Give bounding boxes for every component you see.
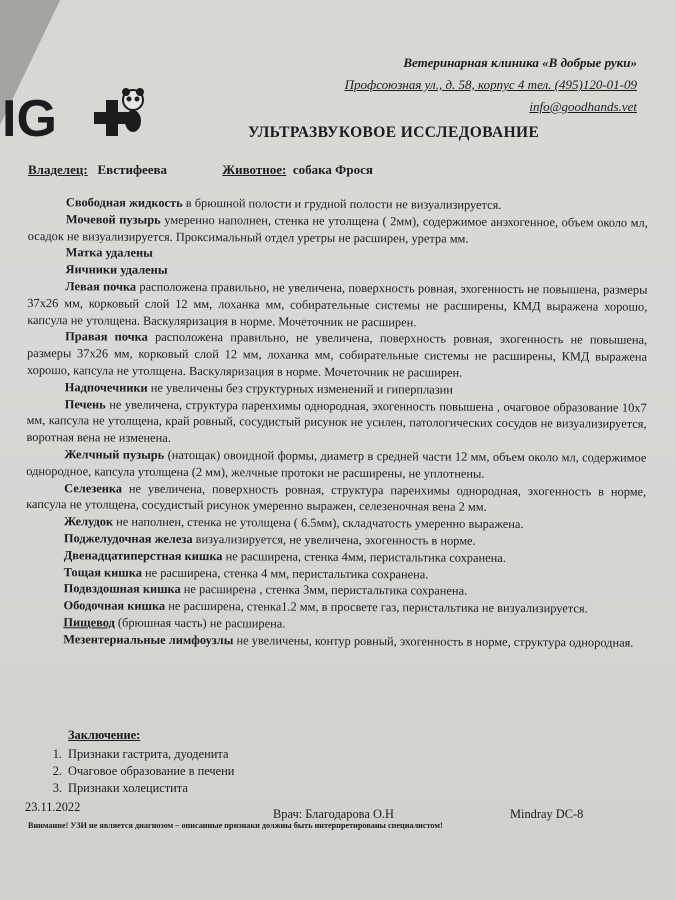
- clinic-name: Ветеринарная клиника «В добрые руки»: [403, 55, 637, 70]
- organ-text: умеренно наполнен, стенка не утолщена ( 2мм), содержимое анэхогенное, объем около мл, осадок не визуализируется. Проксимальный отдел уретры не расширен, уретра мм.: [27, 212, 648, 246]
- organ-text: не увеличены, контур ровный, эхогенность в норме, структура однородная.: [233, 632, 634, 650]
- organ-term: Правая почка: [65, 329, 148, 345]
- owner-label: Владелец:: [28, 162, 88, 177]
- report-body: [25, 194, 648, 651]
- clinic-address: Профсоюзная ул., д. 58, корпус 4 тел. (495)120-01-09: [344, 77, 637, 92]
- organ-text: визуализируется, не увеличена, эхогенность в норме.: [192, 531, 476, 548]
- organ-term: Яичники удалены: [65, 262, 168, 278]
- organ-text: не наполнен, стенка не утолщена ( 6.5мм), складчатость умеренно выражена.: [113, 514, 524, 532]
- list-item: 2. Очаговое образование в печени: [52, 764, 235, 778]
- organ-term: Поджелудочная железа: [63, 531, 193, 546]
- patient-info: [28, 162, 373, 178]
- organ-text: не расширена, стенка 4мм, перистальтика сохранена.: [222, 548, 506, 565]
- organ-term: Ободочная кишка: [63, 598, 166, 613]
- clinic-email: info@goodhands.vet: [529, 99, 637, 114]
- organ-text: в брюшной полости и грудной полости не визуализируется.: [182, 195, 502, 212]
- organ-text: не расширена, стенка 4 мм, перистальтика сохранена.: [141, 565, 429, 581]
- organ-text: не расширена, стенка1.2 мм, в просвете газ, перистальтика не визуализируется.: [165, 598, 588, 616]
- conclusion: [52, 727, 235, 797]
- animal-label: Животное:: [222, 162, 287, 177]
- disclaimer: Внимание! УЗИ не является диагнозом – описанные признаки должны быть интерпретированы специалистом!: [28, 821, 443, 830]
- report-paragraph: [27, 328, 647, 382]
- list-item: 1. Признаки гастрита, дуоденита: [52, 747, 229, 761]
- report-paragraph: [26, 480, 646, 517]
- owner-field: [28, 162, 167, 178]
- conclusion-heading: Заключение:: [68, 728, 141, 742]
- organ-term: Тощая кишка: [63, 564, 142, 580]
- conclusion-list: [52, 746, 235, 797]
- list-item: 3. Признаки холецистита: [52, 781, 188, 795]
- page-title: УЛЬТРАЗВУКОВОЕ ИССЛЕДОВАНИЕ: [248, 124, 540, 141]
- organ-text: не расширена , стенка 3мм, перистальтика сохранена.: [180, 582, 468, 599]
- organ-text: расположена правильно, не увеличена, поверхность ровная, эхогенность не повышена, размеры 37х26 мм, корковый слой 12 мм, лоханка мм, собирательные системы не расширены, КМД выражена хорошо, капсула не утолщена. Васкуляризация в норме. Мочеточник не расширен.: [27, 279, 648, 329]
- animal-field: [222, 162, 373, 178]
- organ-term: Селезенка: [64, 480, 123, 496]
- report-paragraph: [26, 446, 646, 483]
- organ-text: не увеличена, структура паренхимы однородная, эхогенность повышена , очаговое образование 10х7 мм, капсула не утолщена, край ровный, сосудистый рисунок не усилен, патологических сосудов не визуализируется, воротная вена не изменена.: [26, 397, 647, 446]
- organ-term: Матка удалены: [65, 245, 153, 261]
- organ-text: (брюшная часть) не расширена.: [114, 615, 286, 631]
- exam-date: 23.11.2022: [25, 800, 81, 814]
- organ-term: Печень: [64, 396, 106, 412]
- device-model: Mindray DC-8: [510, 807, 584, 821]
- organ-term: Свободная жидкость: [65, 195, 183, 210]
- clinic-header: [237, 52, 637, 118]
- organ-term: Двенадцатиперстная кишка: [63, 547, 223, 563]
- organ-term: Желчный пузырь: [64, 447, 165, 462]
- report-paragraph: [27, 278, 647, 332]
- report-paragraph: [28, 211, 648, 248]
- organ-text: не увеличены без структурных изменений и гиперплазии: [147, 380, 453, 397]
- panda-cross-logo-icon: [0, 86, 150, 148]
- organ-text: расположена правильно, не увеличена, поверхность ровная, эхогенность не повышена, размеры 37х26 мм, корковый слой 12 мм, лоханка мм, собирательные системы не расширены, КМД выражена хорошо, капсула не утолщена. Васкуляризация в норме. Мочеточник не расширен.: [26, 330, 648, 380]
- organ-term: Подвздошная кишка: [63, 581, 181, 597]
- logo-text: IG: [2, 90, 57, 148]
- organ-term: Надпочечники: [64, 379, 148, 395]
- organ-term: Пищевод: [63, 615, 115, 630]
- organ-term: Мезентериальные лимфоузлы: [63, 631, 234, 647]
- organ-text: (натощак) овоидной формы, диаметр в средней части 12 мм, объем около мл, содержимое однородное, капсула утолщена (2 мм), желчные протоки не расширены, не уплотнены.: [26, 447, 647, 481]
- organ-text: не увеличена, поверхность ровная, структура паренхимы однородная, эхогенность в норме, капсула не утолщена, сосудистый рисунок умеренно выражен, селезеночная вена 2 мм.: [26, 481, 647, 515]
- animal-value: собака Фрося: [292, 162, 373, 177]
- owner-value: Евстифеева: [97, 162, 168, 177]
- doctor-name: Врач: Благодарова О.Н: [273, 807, 394, 821]
- organ-term: Мочевой пузырь: [65, 212, 161, 227]
- organ-term: Левая почка: [65, 279, 137, 294]
- report-paragraph: [26, 396, 646, 450]
- organ-term: Желудок: [63, 514, 114, 529]
